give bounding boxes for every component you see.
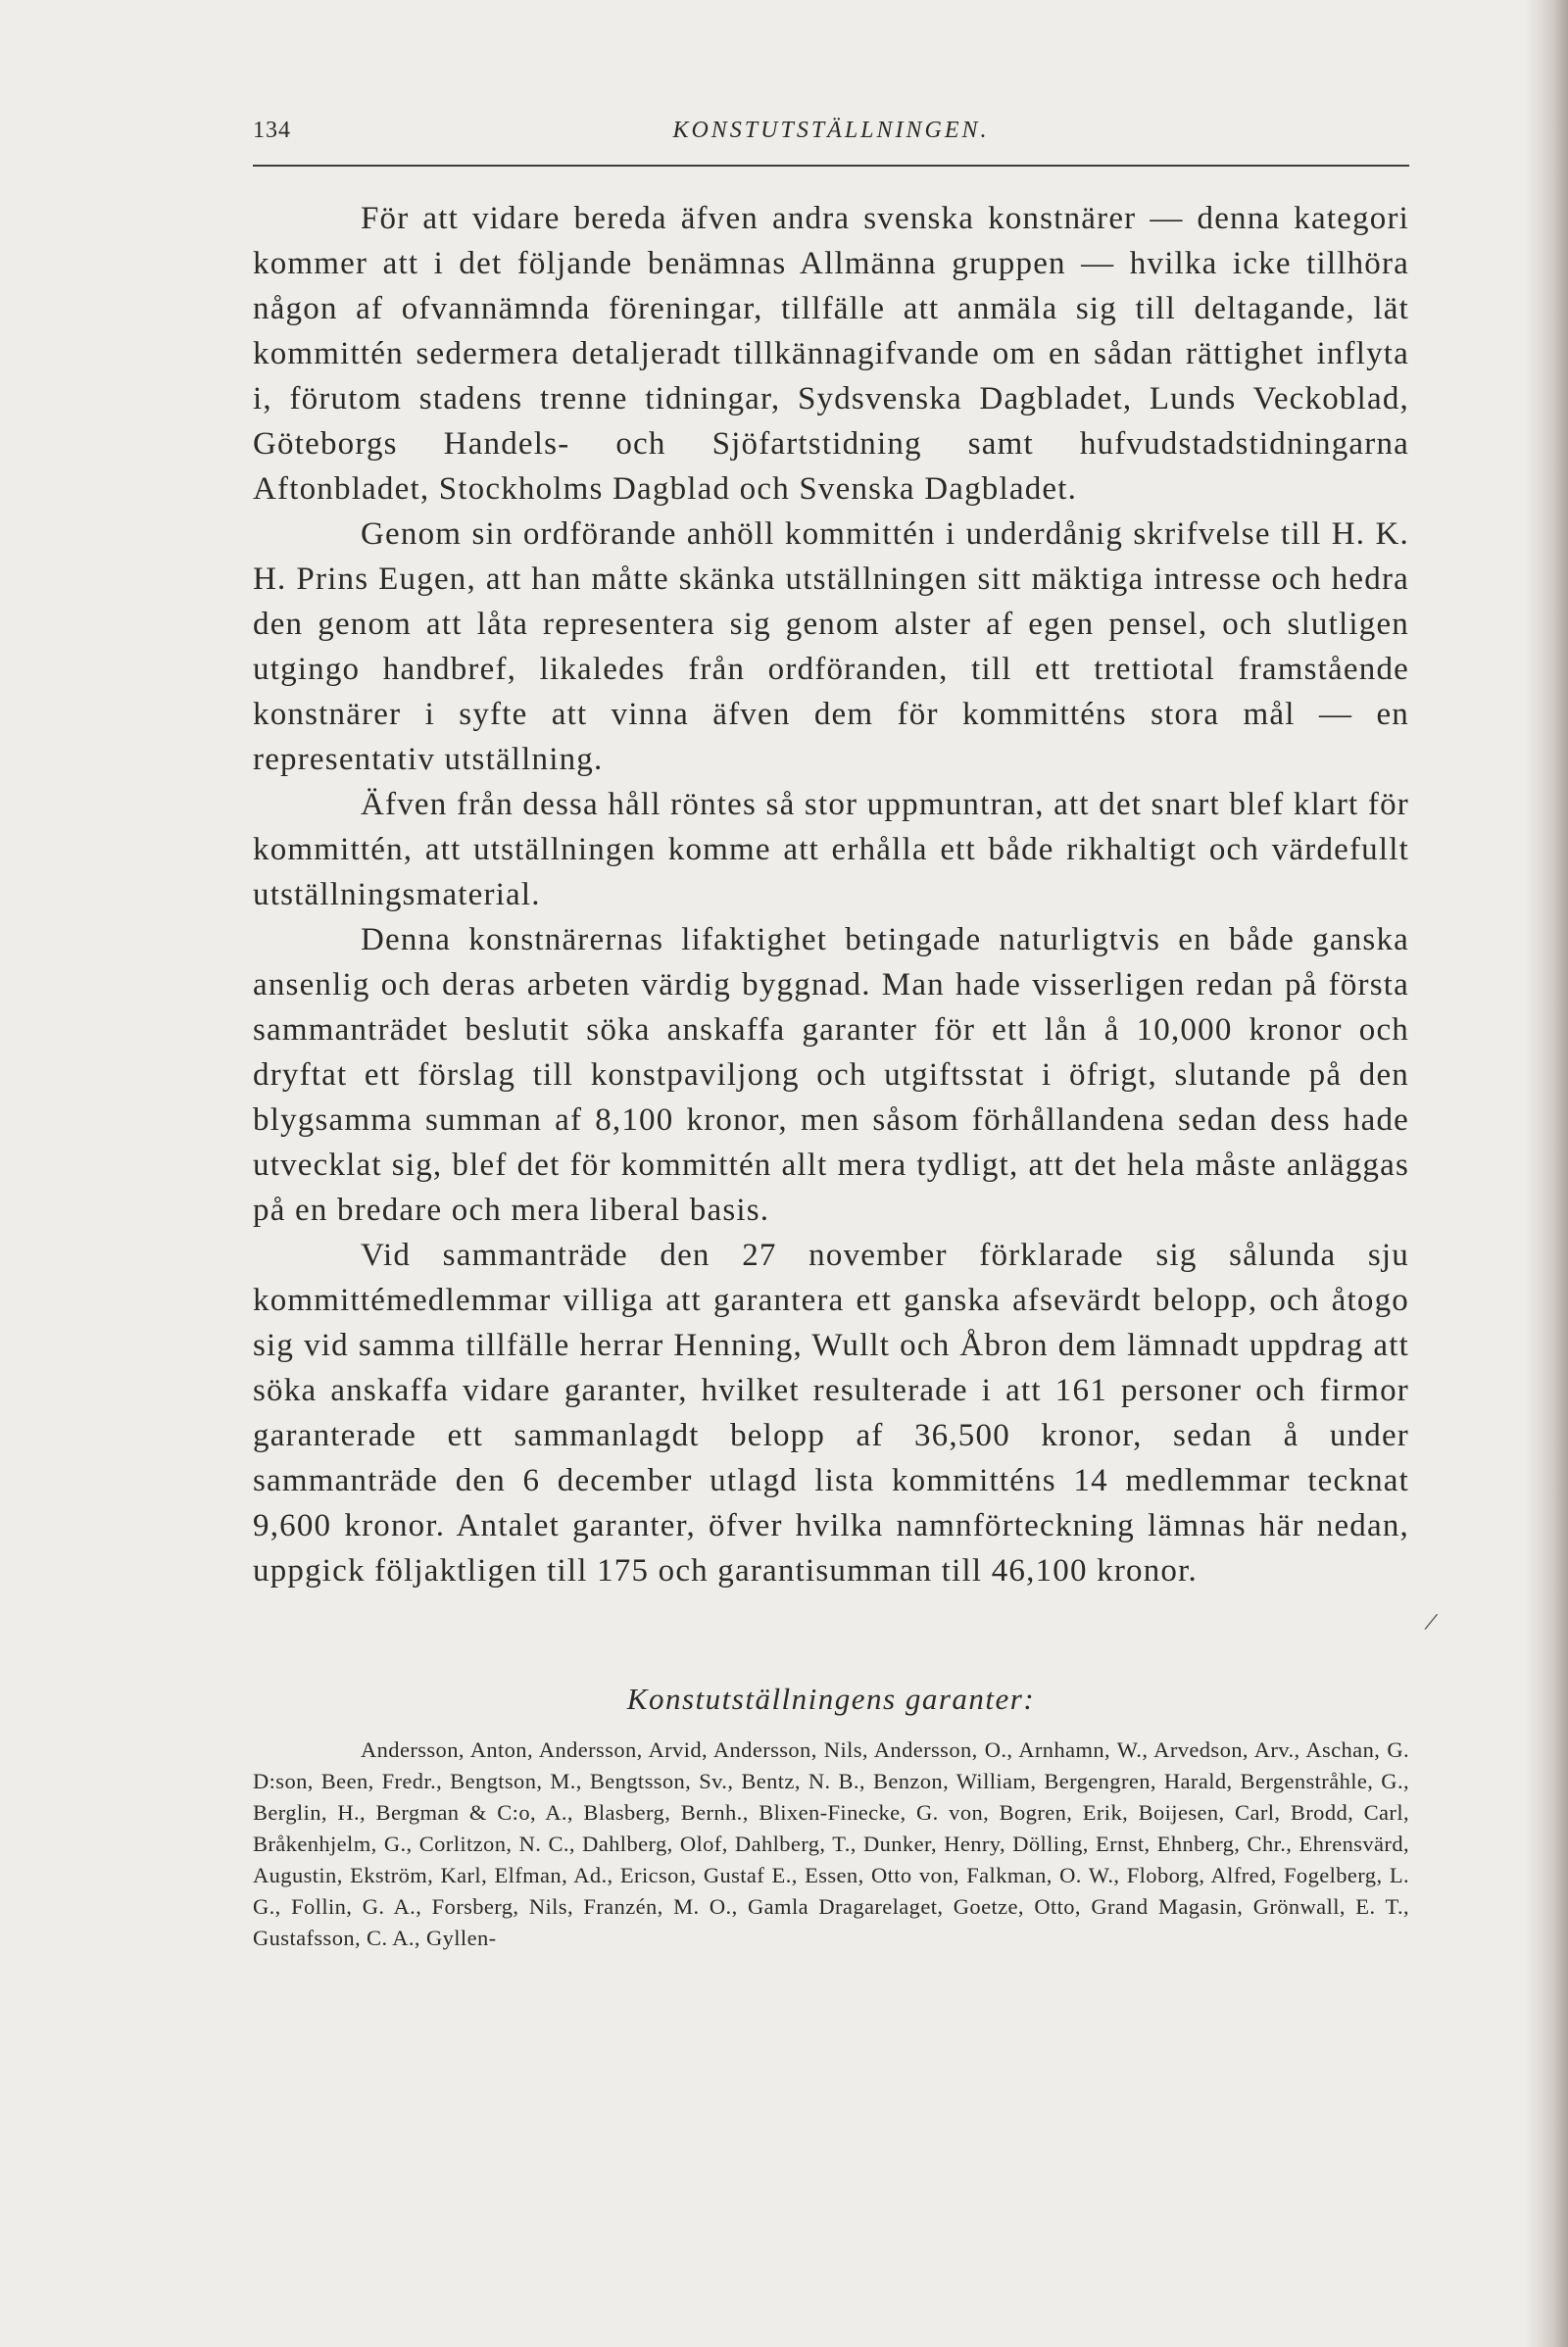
paragraph: Genom sin ordförande anhöll kommittén i underdånig skrifvelse till H. K. H. Prins Eugen, att han måtte skänka utställningen sitt mäktiga intresse och hedra den genom att låta representera sig genom alster af egen pensel, och slutligen utgingo handbref, likaledes från ordföranden, till ett trettiotal framstående konstnärer i syfte att vinna äfven dem för kommitténs stora mål — en representativ utställning. bbox=[253, 516, 1409, 777]
running-title: KONSTUTSTÄLLNINGEN. bbox=[672, 118, 990, 143]
page-header bbox=[253, 110, 1409, 169]
paragraph: Vid sammanträde den 27 november förklarade sig sålunda sju kommittémedlemmar villiga att garantera ett ganska afsevärdt belopp, och åtogo sig vid samma tillfälle herrar Henning, Wullt och Åbron dem lämnadt uppdrag att söka anskaffa vidare garanter, hvilket resulterade i att 161 personer och firmor garanterade ett sammanlagdt belopp af 36,500 kronor, sedan å under sammanträde den 6 december utlagd lista kommitténs 14 medlemmar tecknat 9,600 kronor. Antalet garanter, öfver hvilka namnförteckning lämnas här nedan, uppgick följaktligen till 175 och garantisumman till 46,100 kronor. bbox=[253, 1238, 1409, 1589]
paragraph: För att vidare bereda äfven andra svenska konstnärer — denna kategori kommer att i det följande benämnas Allmänna gruppen — hvilka icke tillhöra någon af ofvannämnda föreningar, tillfälle att anmäla sig till deltagande, lät kommittén sedermera detaljeradt tillkännagifvande om en sådan rättighet inflyta i, förutom stadens trenne tidningar, Sydsvenska Dagbladet, Lunds Veckoblad, Göteborgs Handels- och Sjöfartstidning samt hufvudstadstidningarna Aftonbladet, Stockholms Dagblad och Svenska Dagbladet. bbox=[253, 201, 1409, 507]
section-heading: Konstutställningens garanter: bbox=[626, 1682, 1036, 1716]
page-number: 134 bbox=[253, 118, 291, 143]
body-text bbox=[253, 196, 1409, 1593]
guarantor-list: Andersson, Anton, Andersson, Arvid, Andersson, Nils, Andersson, O., Arnhamn, W., Arvedson, Arv., Aschan, G. D:son, Been, Fredr., Bengtson, M., Bengtsson, Sv., Bentz, N. B., Benzon, William, Bergengren, Harald, Bergenstråhle, G., Berglin, H., Bergman & C:o, A., Blasberg, Bernh., Blixen-Finecke, G. von, Bogren, Erik, Boijesen, Carl, Brodd, Carl, Bråkenhjelm, G., Corlitzon, N. C., Dahlberg, Olof, Dahlberg, T., Dunker, Henry, Dölling, Ernst, Ehnberg, Chr., Ehrensvärd, Augustin, Ekström, Karl, Elfman, Ad., Ericson, Gustaf E., Essen, Otto von, Falkman, O. W., Floborg, Alfred, Fogelberg, L. G., Follin, G. A., Forsberg, Nils, Franzén, M. O., Gamla Dragarelaget, Goetze, Otto, Grand Magasin, Grönwall, E. T., Gustafsson, C. A., Gyllen- bbox=[253, 1737, 1409, 1950]
page-edge-shadow bbox=[1525, 0, 1535, 2347]
paragraph: Denna konstnärernas lifaktighet betingade naturligtvis en både ganska ansenlig och deras arbeten värdig byggnad. Man hade visserligen redan på första sammanträdet beslutit söka anskaffa garanter för ett lån å 10,000 kronor och dryftat ett förslag till konstpaviljong och utgiftsstat i öfrigt, slutande på den blygsamma summan af 8,100 kronor, men såsom förhållandena sedan dess hade utvecklat sig, blef det för kommittén allt mera tydligt, att det hela måste anläggas på en bredare och mera liberal basis. bbox=[253, 922, 1409, 1228]
header-rule bbox=[253, 165, 1409, 167]
margin-mark: / bbox=[1422, 1606, 1441, 1638]
book-page-edge bbox=[1535, 0, 1568, 2347]
paragraph: Äfven från dessa håll röntes så stor uppmuntran, att det snart blef klart för kommittén, att utställningen komme att erhålla ett både rikhaltigt och värdefullt utställningsmaterial. bbox=[253, 787, 1409, 912]
